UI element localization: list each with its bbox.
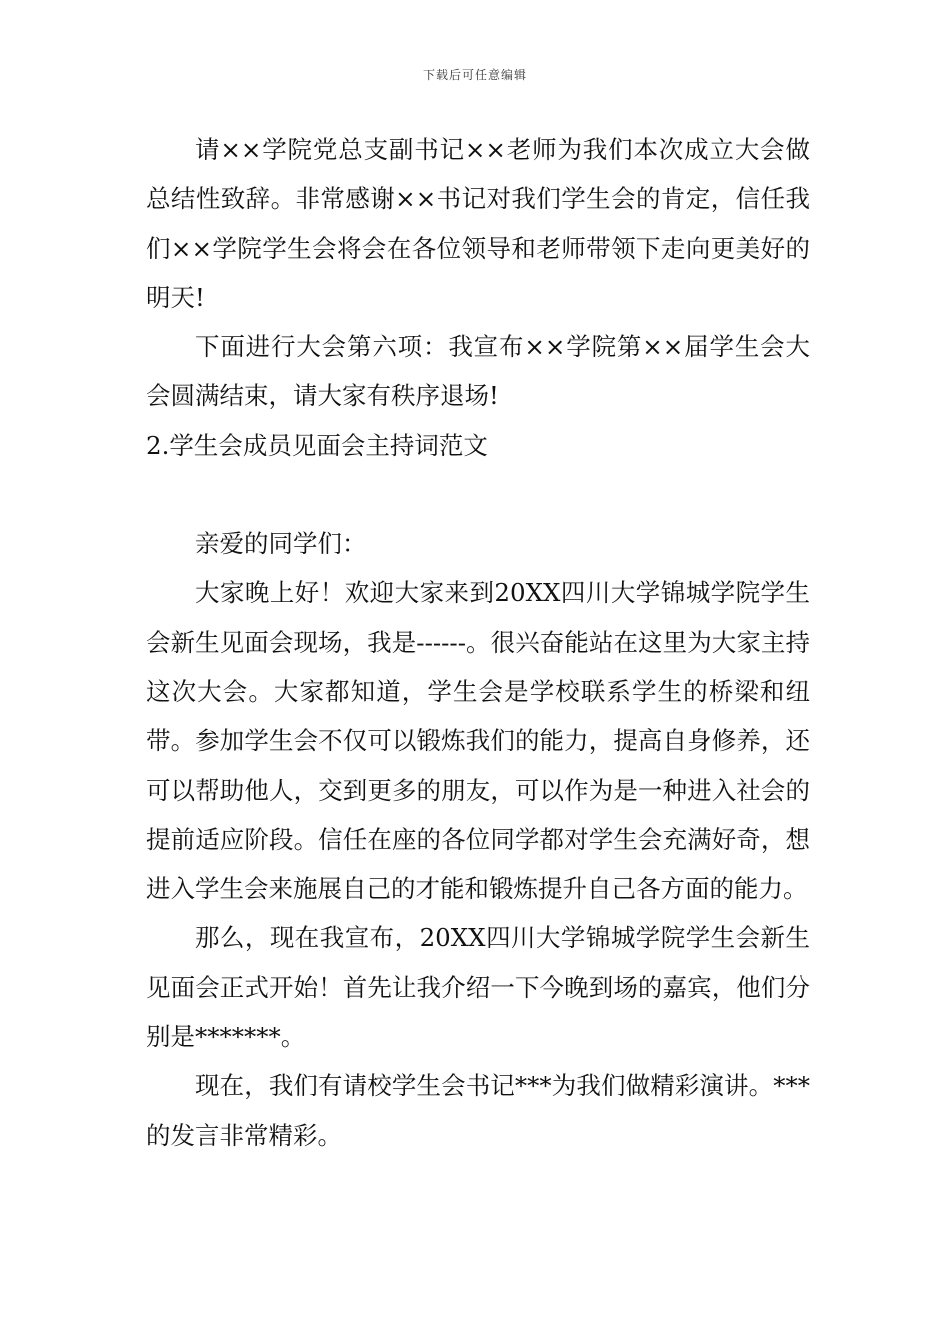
paragraph-welcome: 大家晚上好！欢迎大家来到20XX四川大学锦城学院学生会新生见面会现场，我是------。很兴奋能站在这里为大家主持这次大会。大家都知道，学生会是学校联系学生的桥梁和纽带。参加学生会不仅可以锻炼我们的能力，提高自身修养，还可以帮助他人，交到更多的朋友，可以作为是一种进入社会的提前适应阶段。信任在座的各位同学都对学生会充满好奇，想进入学生会来施展自己的才能和锻炼提升自己各方面的能力。 [146,578,810,904]
paragraph-speech-invite: 现在，我们有请校学生会书记***为我们做精彩演讲。***的发言非常精彩。 [146,1071,810,1150]
document-body [146,125,810,1160]
paragraph-closing-speech: 请××学院党总支副书记××老师为我们本次成立大会做总结性致辞。非常感谢××书记对我们学生会的肯定，信任我们××学院学生会将会在各位领导和老师带领下走向更美好的明天! [146,135,810,312]
blank-line [146,470,810,519]
page-header-note: 下载后可任意编辑 [422,68,527,82]
paragraph-opening: 那么，现在我宣布，20XX四川大学锦城学院学生会新生见面会正式开始！首先让我介绍一下今晚到场的嘉宾，他们分别是*******。 [146,923,810,1052]
paragraph-meeting-end: 下面进行大会第六项：我宣布××学院第××届学生会大会圆满结束，请大家有秩序退场! [146,332,810,411]
section-heading: 2.学生会成员见面会主持词范文 [146,430,488,460]
paragraph-greeting: 亲爱的同学们： [195,529,367,559]
